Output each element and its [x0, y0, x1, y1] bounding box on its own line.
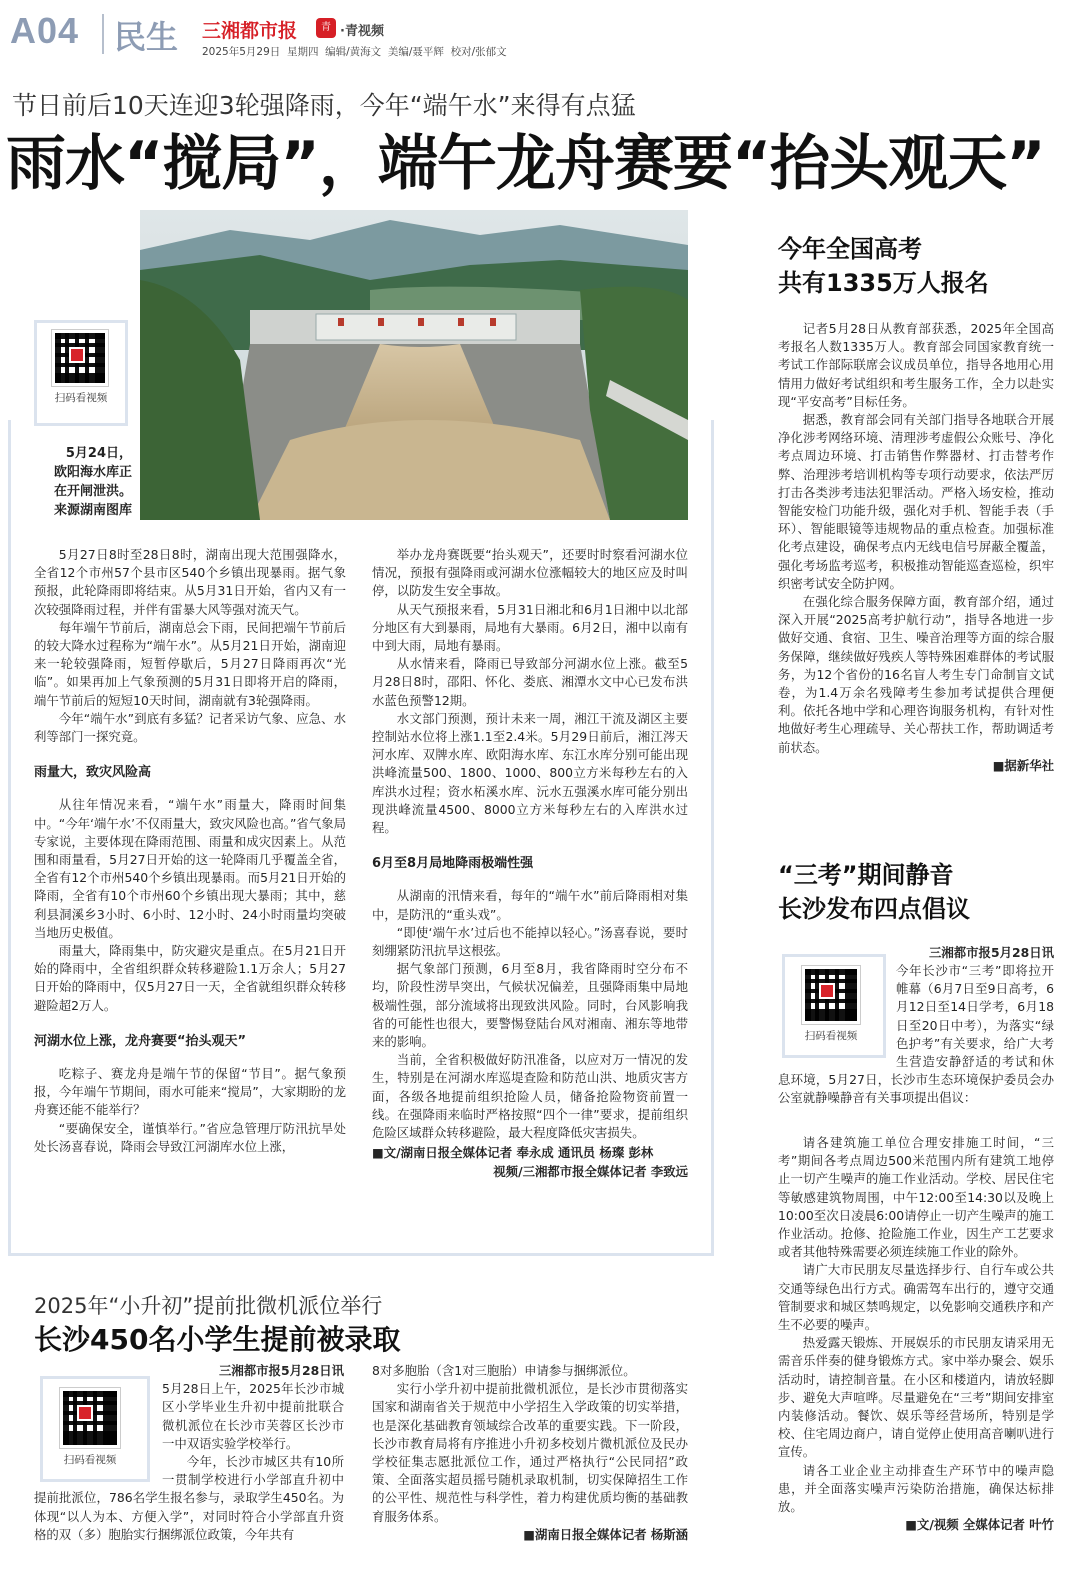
- sankao-lead: 三湘都市报5月28日讯: [929, 945, 1054, 960]
- section-name: 民生: [114, 18, 179, 56]
- video-badge: ·青视频: [340, 24, 384, 39]
- main-col-2: 举办龙舟赛既要“抬头观天”，还要时时察看河湖水位情况，预报有强降雨或河湖水位涨幅较大的地区应及时叫停，以防发生安全事故。 从天气预报来看，5月31日湘北和6月1日湘中以北部分地区有大到暴雨，局地有大暴雨。6月2日，湘中以南有中到大雨，局地有暴雨。 从水情来看，降雨已导致部分河湖水位上涨。截至5月28日8时，邵阳、怀化、娄底、湘潭水文中心已发布洪水蓝色预警12期。 水文部门预测，预计未来一周，湘江干流及湖区主要控制站水位将上涨1.1至2.4米。5月29日前后，湘江涔天河水库、双牌水库、欧阳海水库、东江水库分别可能出现洪峰流量500、1800、1000、800立方米每秒左右的入库洪水过程；资水柘溪水库、沅水五强溪水库可能分别出现洪峰流量4500、8000立方米每秒左右的入库洪水过程。 6月至8月局地降雨极端性强 从湖南的汛情来看，每年的“端午水”前后降雨相对集中，是防汛的“重头戏”。 “即使‘端午水’过后也不能掉以轻心。”汤喜春说，要时刻绷紧防汛抗旱这根弦。 据气象部门预测，6月至8月，我省降雨时空分布不均，阶段性涝旱突出，气候状况偏差，且强降雨集中局地极端性强，部分流域将出现致洪风险。同时，台风影响我省的可能性也很大，要警惕登陆台风对湘南、湘东等地带来的影响。 当前，全省积极做好防汛准备，以应对万一情况的发生，特别是在河湖水库巡堤查险和防范山洪、地质灾害方面，各级各地提前组织抢险人员，储备抢险物资前置一线。在强降雨来临时严格按照“四个一律”要求，提前组织危险区域群众转移避险，最大程度降低灾害损失。 ■文/湖南日报全媒体记者 奉永成 通讯员 杨璨 彭林 视频/三湘都市报全媒体记者 李致远: [372, 546, 688, 1181]
- xsc-kicker: 2025年“小升初”提前批微机派位举行: [34, 1294, 383, 1318]
- sankao-lead-body: 今年长沙市“三考”即将拉开帷幕（6月7日至9日高考，6月12日至14日学考，6月18日至20日中考），为落实“绿色护考”有关要求，给广大考生营造安静舒适的考试和休息环境，5月27日，长沙市生态环境保护委员会办公室就静噪静音有关事项提出倡议：: [778, 963, 1054, 1106]
- main-kicker: 节日前后10天连迎3轮强降雨，今年“端午水”来得有点猛: [12, 91, 636, 120]
- sankao-headline: “三考”期间静音 长沙发布四点倡议: [778, 861, 970, 923]
- qr-label: 扫码看视频: [54, 392, 108, 404]
- photo-caption: 5月24日， 欧阳海水库正 在开闸泄洪。 来源湖南图库: [53, 446, 132, 518]
- qr-label: 扫码看视频: [804, 1030, 858, 1042]
- xsc-col-2: 8对多胞胎（含1对三胞胎）申请参与捆绑派位。 实行小学升初中提前批微机派位，是长沙市贯彻落实国家和湖南省关于规范中小学招生入学政策的切实举措，也是深化基础教育领域综合改革的重要实践。下一阶段，长沙市教育局将有序推进小升初多校划片微机派位及民办学校征集志愿批派位工作，通过严格执行“公民同招”政策、全面落实超员摇号随机录取机制，切实保障招生工作的公平性、规范性与科学性，着力构建优质均衡的基础教育服务体系。 ■湖南日报全媒体记者 杨斯涵: [372, 1362, 688, 1544]
- sankao-body: 请各建筑施工单位合理安排施工时间，“三考”期间各考点周边500米范围内所有建筑工地停止一切产生噪声的施工作业活动。学校、居民住宅等敏感建筑物周围，中午12:00至14:30以及晚上10:00至次日凌晨6:00请停止一切产生噪声的施工作业活动。抢修、抢险施工作业，因生产工艺要求或者其他特殊需要必须连续施工作业的除外。 请广大市民朋友尽量选择步行、自行车或公共交通等绿色出行方式。确需驾车出行的，遵守交通管制要求和城区禁鸣规定，以免影响交通秩序和产生不必要的噪声。 热爱露天锻炼、开展娱乐的市民朋友请采用无需音乐伴奏的健身锻炼方式。家中举办聚会、娱乐活动时，请控制音量。在小区和楼道内，请放轻脚步、避免大声喧哗。尽量避免在“三考”期间安排室内装修活动。餐饮、娱乐等经营场所，特别是学校、住宅周边商户，请自觉停止使用高音喇叭进行宣传。 请各工业企业主动排查生产环节中的噪声隐患，并全面落实噪声污染防治措施，确保达标排放。 ■文/视频 全媒体记者 叶竹: [778, 1134, 1054, 1534]
- subheading: 河湖水位上涨，龙舟赛要“抬头观天”: [34, 1033, 247, 1049]
- byline: ■文/湖南日报全媒体记者 奉永成 通讯员 杨璨 彭林: [372, 1145, 654, 1161]
- sankao-byline: ■文/视频 全媒体记者 叶竹: [905, 1517, 1054, 1533]
- xsc-headline: 长沙450名小学生提前被录取: [34, 1323, 401, 1356]
- qr-code-icon[interactable]: [52, 330, 108, 386]
- paper-name: 三湘都市报: [202, 20, 298, 42]
- page-header: [10, 8, 1070, 60]
- gaokao-body: 记者5月28日从教育部获悉，2025年全国高考报名人数1335万人。教育部会同国家教育统一考试工作部际联席会议成员单位，指导各地用心用情用力做好考试组织和考生服务工作，全力以赴实现“平安高考”目标任务。 据悉，教育部会同有关部门指导各地联合开展净化涉考网络环境、清理涉考虚假公众账号、净化考点周边环境、打击销售作弊器材、打击替考作弊、治理涉考培训机构等专项行动要求，依法严厉打击各类涉考违法犯罪活动。严格入场安检，推动智能安检门功能升级，强化对手机、智能手表（手环）、智能眼镜等违规物品的重点检查。加强标准化考点建设，确保考点内无线电信号屏蔽全覆盖，强化考场监考巡考，积极推动智能巡查巡检，织牢织密考试安全防护网。 在强化综合服务保障方面，教育部介绍，通过深入开展“2025高考护航行动”，指导各地进一步做好交通、食宿、卫生、噪音治理等方面的综合服务保障，继续做好残疾人等特殊困难群体的考试服务，为12个省份的16名盲人考生专门命制盲文试卷，为1.4万余名残障考生参加考试提供合理便利。依托各地中学和心理咨询服务机构，有针对性地做好考生心理疏导、关心帮扶工作，帮助调适考前状态。 ■据新华社: [778, 320, 1054, 775]
- subheading: 6月至8月局地降雨极端性强: [372, 856, 534, 872]
- gaokao-headline: 今年全国高考 共有1335万人报名: [778, 235, 989, 297]
- issue-info: 2025年5月29日 星期四 编辑/黄海文 美编/聂平辉 校对/张郁文: [202, 46, 507, 58]
- qr-code-main[interactable]: [52, 330, 116, 405]
- xsc-byline: ■湖南日报全媒体记者 杨斯涵: [523, 1526, 688, 1542]
- main-col-1: 5月27日8时至28日8时，湖南出现大范围强降水，全省12个市州57个县市区540个乡镇出现暴雨。据气象预报，此轮降雨即将结束。从5月31日开始，省内又有一次较强降雨过程，并伴有雷暴大风等强对流天气。 每年端午节前后，湖南总会下雨，民间把端午节前后的较大降水过程称为“端午水”。从5月21日开始，湖南迎来一轮较强降雨，短暂停歇后，5月27日降雨再次“光临”。如果再加上气象预测的5月31日即将开启的降雨，端午节前后的短短10天时间，湖南就有3轮强降雨。 今年“端午水”到底有多猛？记者采访气象、应急、水利等部门一探究竟。 雨量大，致灾风险高 从往年情况来看，“端午水”雨量大，降雨时间集中。“今年‘端午水’不仅雨量大，致灾风险也高。”省气象局专家说，主要体现在降雨范围、雨量和成灾因素上。从范围和雨量看，5月27日开始的这一轮降雨几乎覆盖全省，全省有12个市州540个乡镇出现暴雨。而5月21日开始的降雨，全省有10个市州60个乡镇出现大暴雨；其中，慈利县洞溪乡3小时、6小时、12小时、24小时雨量均突破当地历史极值。 雨量大，降雨集中，防灾避灾是重点。在5月21日开始的降雨中，全省组织群众转移避险1.1万余人；5月27日开始的降雨中，仅5月27日一天，全省就组织群众转移避险超2万人。 河湖水位上涨，龙舟赛要“抬头观天” 吃粽子、赛龙舟是端午节的保留“节目”。据气象预报，今年端午节期间，雨水可能来“搅局”，大家期盼的龙舟赛还能不能举行？ “要确保安全，谨慎举行。”省应急管理厅防汛抗旱处处长汤喜春说，降雨会导致江河湖库水位上涨，: [34, 547, 346, 1154]
- xsc-lead: 三湘都市报5月28日讯 5月28日上午，2025年长沙市城区小学毕业生升初中提前批联合微机派位在长沙市芙蓉区长沙市一中双语实验学校举行。 今年，长沙市城区共有10所一贯制学校进行小学部直升初中提前批派位，786名学生报名参与，录取学生450名。为体现“以人为本、方便入学”，对同时符合小学部直升资格的双（多）胞胎实行捆绑派位政策，今年共有: [34, 1363, 344, 1542]
- video-logo-icon: 青: [316, 18, 336, 38]
- page-code: A04: [10, 10, 80, 51]
- gaokao-source: ■据新华社: [992, 757, 1054, 773]
- qr-label: 扫码看视频: [63, 1454, 117, 1466]
- subheading: 雨量大，致灾风险高: [34, 765, 152, 781]
- dam-photo: [140, 210, 688, 520]
- byline-video: 视频/三湘都市报全媒体记者 李致远: [493, 1163, 688, 1179]
- header-divider: [102, 14, 104, 54]
- main-headline: 雨水“搅局”，端午龙舟赛要“抬头观天”: [6, 129, 1045, 199]
